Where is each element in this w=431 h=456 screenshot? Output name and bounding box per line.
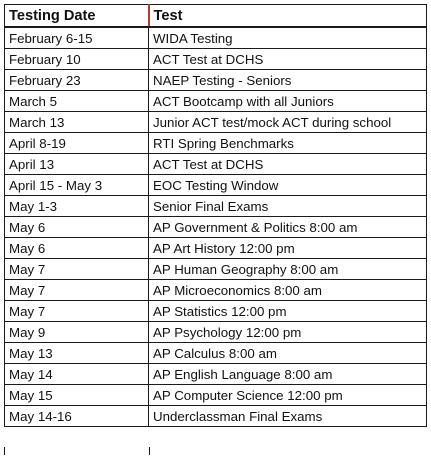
table-row bbox=[5, 343, 427, 364]
header-row bbox=[5, 5, 427, 28]
table-row bbox=[5, 364, 427, 385]
table-row bbox=[5, 175, 427, 196]
table-row bbox=[5, 70, 427, 91]
table-row bbox=[5, 112, 427, 133]
test-cell[interactable]: Senior Final Exams bbox=[149, 196, 427, 217]
date-cell[interactable]: May 15 bbox=[5, 385, 149, 406]
table-row bbox=[5, 280, 427, 301]
date-cell[interactable]: May 6 bbox=[5, 217, 149, 238]
date-cell[interactable]: February 10 bbox=[5, 49, 149, 70]
date-cell[interactable]: May 14 bbox=[5, 364, 149, 385]
date-cell[interactable]: March 5 bbox=[5, 91, 149, 112]
test-cell[interactable]: AP Art History 12:00 pm bbox=[149, 238, 427, 259]
test-cell[interactable]: AP Statistics 12:00 pm bbox=[149, 301, 427, 322]
date-cell[interactable]: May 9 bbox=[5, 322, 149, 343]
test-cell[interactable]: WIDA Testing bbox=[149, 27, 427, 49]
table-row bbox=[5, 196, 427, 217]
table-row bbox=[5, 217, 427, 238]
test-cell[interactable]: Underclassman Final Exams bbox=[149, 406, 427, 427]
test-cell[interactable]: AP Human Geography 8:00 am bbox=[149, 259, 427, 280]
table-row bbox=[5, 27, 427, 49]
test-cell[interactable]: ACT Test at DCHS bbox=[149, 154, 427, 175]
date-cell[interactable]: May 6 bbox=[5, 238, 149, 259]
spreadsheet-sheet bbox=[4, 4, 429, 452]
header-cell-test[interactable]: Test bbox=[149, 5, 427, 28]
table-row bbox=[5, 154, 427, 175]
table-row bbox=[5, 259, 427, 280]
test-cell[interactable]: ACT Test at DCHS bbox=[149, 49, 427, 70]
date-cell[interactable]: April 8-19 bbox=[5, 133, 149, 154]
date-cell[interactable]: May 14-16 bbox=[5, 406, 149, 427]
date-cell[interactable]: May 13 bbox=[5, 343, 149, 364]
table-row bbox=[5, 91, 427, 112]
test-cell[interactable]: AP Government & Politics 8:00 am bbox=[149, 217, 427, 238]
table-row bbox=[5, 406, 427, 427]
testing-schedule-table bbox=[4, 4, 427, 427]
table-row bbox=[5, 49, 427, 70]
test-cell[interactable]: AP English Language 8:00 am bbox=[149, 364, 427, 385]
date-cell[interactable]: May 7 bbox=[5, 280, 149, 301]
test-cell[interactable]: Junior ACT test/mock ACT during school bbox=[149, 112, 427, 133]
test-cell[interactable]: AP Microeconomics 8:00 am bbox=[149, 280, 427, 301]
table-row bbox=[5, 301, 427, 322]
header-cell-testing-date[interactable]: Testing Date bbox=[5, 5, 149, 28]
test-cell[interactable]: AP Calculus 8:00 am bbox=[149, 343, 427, 364]
date-cell[interactable]: May 1-3 bbox=[5, 196, 149, 217]
date-cell[interactable]: February 23 bbox=[5, 70, 149, 91]
grid-continuation-lines bbox=[4, 447, 427, 455]
test-cell[interactable]: ACT Bootcamp with all Juniors bbox=[149, 91, 427, 112]
table-row bbox=[5, 322, 427, 343]
test-cell[interactable]: RTI Spring Benchmarks bbox=[149, 133, 427, 154]
table-row bbox=[5, 385, 427, 406]
date-cell[interactable]: April 13 bbox=[5, 154, 149, 175]
test-cell[interactable]: EOC Testing Window bbox=[149, 175, 427, 196]
date-cell[interactable]: March 13 bbox=[5, 112, 149, 133]
table-row bbox=[5, 133, 427, 154]
date-cell[interactable]: May 7 bbox=[5, 259, 149, 280]
date-cell[interactable]: May 7 bbox=[5, 301, 149, 322]
test-cell[interactable]: AP Computer Science 12:00 pm bbox=[149, 385, 427, 406]
date-cell[interactable]: February 6-15 bbox=[5, 27, 149, 49]
test-cell[interactable]: NAEP Testing - Seniors bbox=[149, 70, 427, 91]
test-cell[interactable]: AP Psychology 12:00 pm bbox=[149, 322, 427, 343]
table-row bbox=[5, 238, 427, 259]
date-cell[interactable]: April 15 - May 3 bbox=[5, 175, 149, 196]
